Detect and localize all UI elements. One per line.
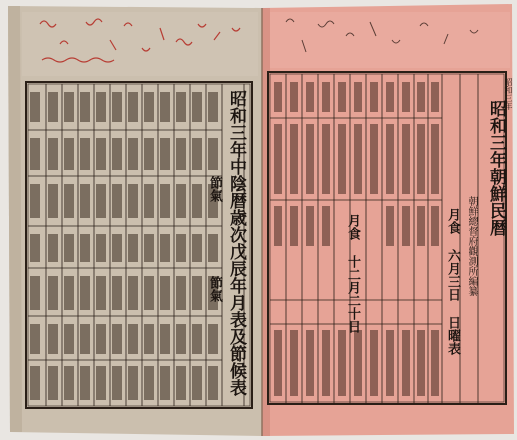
right-header-note: 昭和三年	[504, 78, 513, 110]
weekday-table-label: 日曜表	[445, 316, 460, 355]
right-page-title: 昭和三年朝鮮民暦	[486, 100, 506, 236]
left-column-header-2: 節氣	[207, 276, 222, 302]
right-page-subtitle: 朝鮮總督府觀測所編纂	[466, 196, 477, 296]
eclipse-note-1: 月食 六月三日	[445, 208, 460, 301]
eclipse-note-2: 月食 十二月二十日	[345, 214, 360, 333]
left-page-title: 昭和三年中陰暦歳次戊辰年月表及節候表	[226, 90, 246, 396]
left-column-header-1: 節氣	[207, 176, 222, 202]
left-page	[8, 6, 262, 436]
